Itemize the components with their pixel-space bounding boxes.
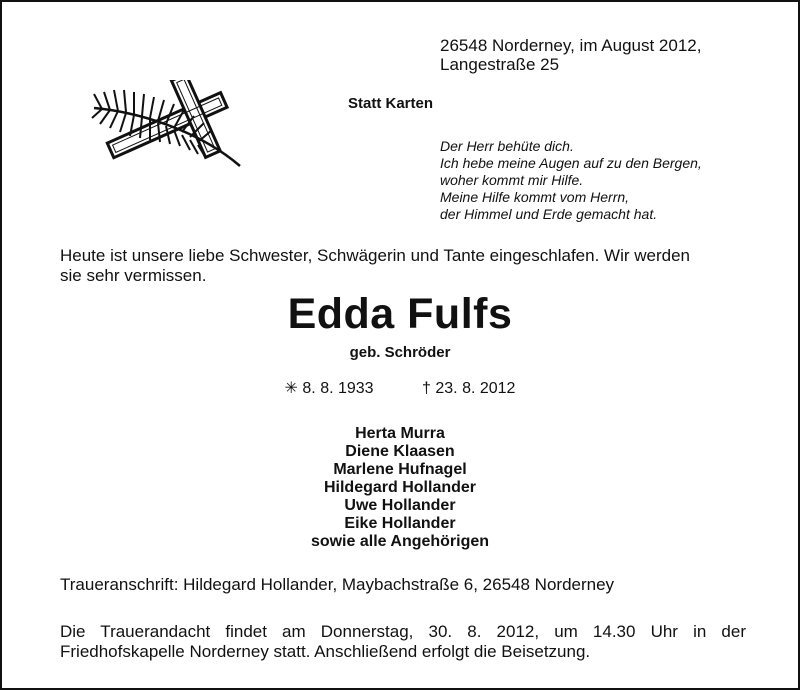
- mourner-name: Marlene Hufnagel: [333, 461, 467, 478]
- verse-line: Der Herr behüte dich.: [440, 138, 574, 154]
- service-info: [60, 622, 746, 662]
- intro-line-1: Heute ist unsere liebe Schwester, Schwägerin und Tante eingeschlafen. Wir werden: [60, 246, 690, 265]
- bible-verse: [440, 138, 702, 223]
- verse-line: Ich hebe meine Augen auf zu den Bergen,: [440, 155, 702, 171]
- service-line-2: Friedhofskapelle Norderney statt. Anschließend erfolgt die Beisetzung.: [60, 642, 591, 661]
- verse-line: der Himmel und Erde gemacht hat.: [440, 206, 658, 222]
- maiden-name: geb. Schröder: [349, 344, 451, 361]
- statt-karten-label: Statt Karten: [348, 95, 434, 112]
- place-line-1: 26548 Norderney, im August 2012,: [440, 36, 702, 55]
- mourner-name: Herta Murra: [355, 425, 445, 442]
- place-line-2: Langestraße 25: [440, 55, 560, 74]
- intro-line-2: sie sehr vermissen.: [60, 266, 207, 285]
- life-dates: [2, 378, 798, 398]
- intro-text: [60, 246, 750, 286]
- place-and-date: [440, 36, 701, 74]
- mourner-name: Diene Klaasen: [345, 443, 455, 460]
- mourner-name: sowie alle Angehörigen: [310, 533, 490, 550]
- mourning-address: Traueranschrift: Hildegard Hollander, Maybachstraße 6, 26548 Norderney: [60, 575, 615, 594]
- death-date: † 23. 8. 2012: [422, 380, 516, 397]
- mourner-name: Uwe Hollander: [344, 497, 456, 514]
- verse-line: Meine Hilfe kommt vom Herrn,: [440, 189, 630, 205]
- mourner-name: Eike Hollander: [344, 515, 456, 532]
- birth-date: ✳ 8. 8. 1933: [284, 380, 374, 397]
- mourner-name: Hildegard Hollander: [323, 479, 477, 496]
- mourners-list: [2, 425, 798, 551]
- service-line-1: Die Trauerandacht findet am Donnerstag, 30. 8. 2012, um 14.30 Uhr in der: [60, 622, 746, 641]
- cross-with-palm-frond-icon: [88, 80, 248, 174]
- deceased-name: Edda Fulfs: [287, 290, 513, 338]
- verse-line: woher kommt mir Hilfe.: [440, 172, 584, 188]
